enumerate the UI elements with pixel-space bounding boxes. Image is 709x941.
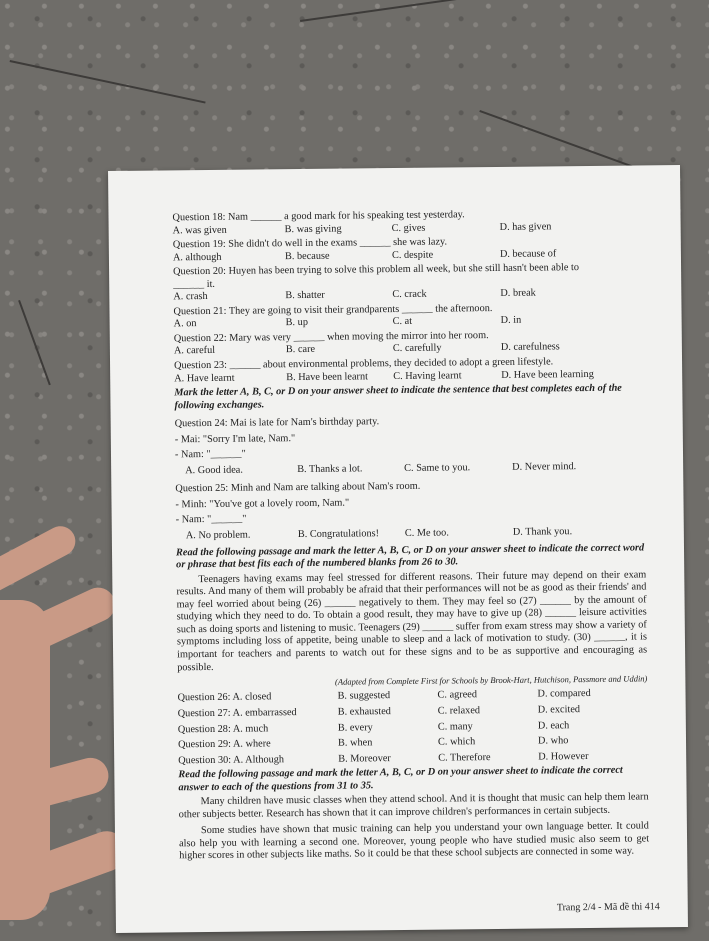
question-22: Question 22: Mary was very ______ when moving the mirror into her room. A. careful B. care C. carefully D. carefulness xyxy=(173,329,560,357)
instruction-passage-2: Read the following passage and mark the letter A, B, C, or D on your answer sheet to indicate the correct answer to each of the questions from 31 to 35. xyxy=(178,764,623,793)
hand-palm xyxy=(0,600,50,920)
questions-26-30: Question 26: A. closed B. suggested C. agreed D. compared Question 27: A. embarrassed B. exhausted C. relaxed D. excited Question 28: A. much B. every C. many D. each Question 29: A. where B. when C. which D. who Question 30: A. Although B. Moreover C. Therefore D. However xyxy=(177,688,591,766)
question-21: Question 21: They are going to visit their grandparents ______ the afternoon. A. on B. up C. at D. in xyxy=(173,302,522,330)
passage-source: (Adapted from Complete First for Schools by Brook-Hart, Hutchison, Passmore and Uddin) xyxy=(334,673,648,687)
question-18: Question 18: Nam ______ a good mark for his speaking test yesterday. A. was given B. was giving C. gives D. has given xyxy=(172,209,552,236)
passage-1: Teenagers having exams may feel stressed for different reasons. Their future may depend on their exam results. And many of them will probably be afraid that their performances will not be as good as their friends' and may feel worried about being (26) ______ negatively to them. They may feel so (27) ______ by the amount of studying which they need to do. To obtain a good result, they may have to give up (28) ______ leisure activities such as doing sports and listening to music. Teenagers (29) ______ suffer from exam stress may show a variety of symptoms including loss of appetite, being unable to sleep and a lack of motivation to study. (30) ______, it is important for teachers and parents to watch out for these signs and to be as supportive and encouraging as possible. xyxy=(176,569,648,673)
question-23: Question 23: ______ about environmental problems, they decided to adopt a green lifestyle. A. Have learnt B. Have been learnt C. Having learnt D. Have been learning xyxy=(174,356,594,384)
question-19: Question 19: She didn't do well in the exams ______ she was lazy. A. although B. because C. despite D. because of xyxy=(172,236,557,263)
exam-paper xyxy=(108,165,688,933)
question-20: Question 20: Huyen has been trying to solve this problem all week, but she still hasn't been able to ______ it. A. crash B. shatter C. crack D. break xyxy=(173,262,580,303)
passage-2: Many children have music classes when they attend school. And it is thought that music can help them learn other subjects better. Research has shown that it can improve children's performances in certain subjects. Some studies have shown that music training can help you understand your own language better. It could also help you with learning a second one. Moreover, young people who have studied music also seem to get higher scores in other subjects like maths. So it could be that these school subjects are connected in some way. xyxy=(178,791,650,862)
question-24: Question 24: Mai is late for Nam's birthday party. - Mai: "Sorry I'm late, Nam." - Nam: "______" A. Good idea. B. Thanks a lot. C. Same to you. D. Never mind. xyxy=(174,416,577,477)
instruction-passage-1: Read the following passage and mark the letter A, B, C, or D on your answer sheet to indicate the correct word or phrase that best fits each of the numbered blanks from 26 to 30. xyxy=(175,542,645,571)
hand xyxy=(0,521,81,599)
exam-content xyxy=(172,205,649,863)
instruction-exchanges: Mark the letter A, B, C, or D on your answer sheet to indicate the sentence that best completes each of the following exchanges. xyxy=(174,382,622,411)
question-25: Question 25: Minh and Nam are talking about Nam's room. - Minh: "You've got a lovely room, Nam." - Nam: "______" A. No problem. B. Congratulations! C. Me too. D. Thank you. xyxy=(175,481,573,542)
page-footer: Trang 2/4 - Mã đề thi 414 xyxy=(556,901,660,914)
